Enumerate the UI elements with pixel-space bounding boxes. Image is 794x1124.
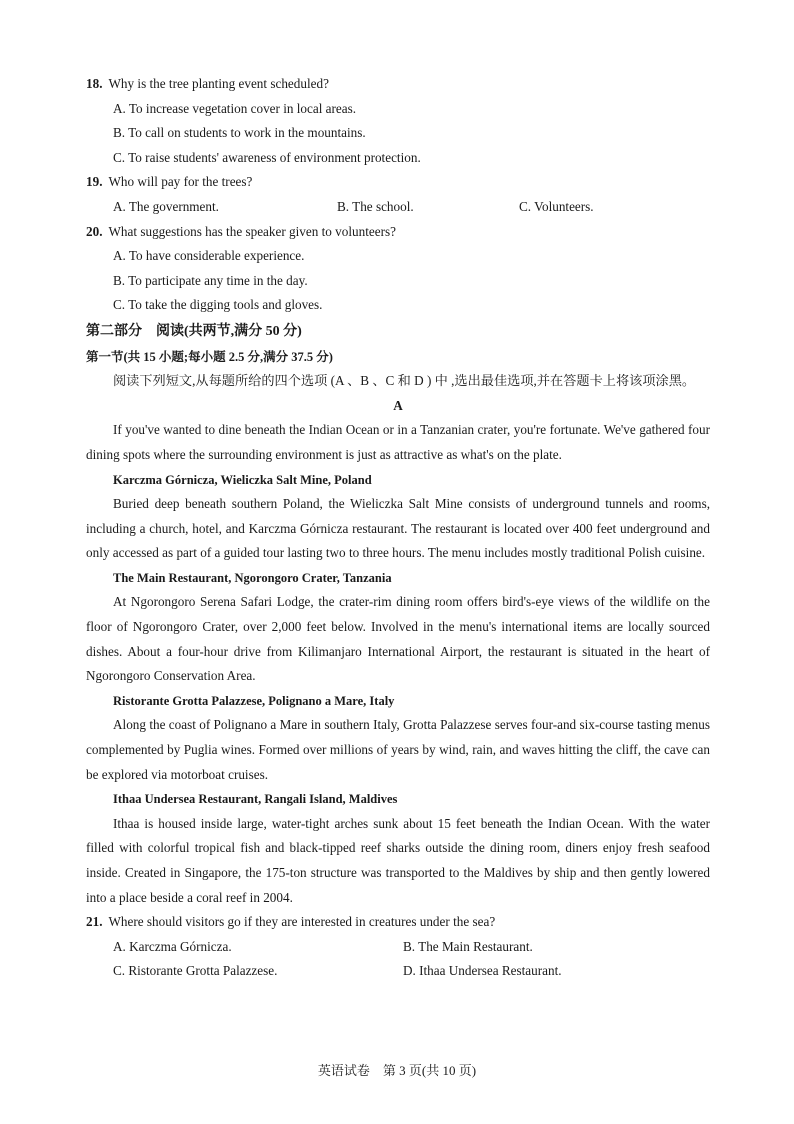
section1-title: 第一节(共 15 小题;每小题 2.5 分,满分 37.5 分) (86, 349, 333, 364)
option-20-c: C. To take the digging tools and gloves. (113, 297, 323, 313)
option-20-b: B. To participate any time in the day. (113, 272, 308, 288)
option-21-d: D. Ithaa Undersea Restaurant. (403, 963, 562, 979)
options-19 (86, 195, 710, 220)
question-18 (86, 72, 710, 97)
option-19-a: A. The government. (113, 198, 219, 214)
spot-heading-3: Ristorante Grotta Palazzese, Polignano a Mare, Italy (113, 693, 395, 708)
question-text: What suggestions has the speaker given to volunteers? (108, 223, 396, 239)
exam-page (86, 72, 710, 984)
options-21-row2 (86, 959, 710, 984)
option-19-b: B. The school. (337, 198, 414, 214)
spot-body-4: Ithaa is housed inside large, water-tight arches sunk about 15 feet beneath the Indian Ocean. With the water filled with colorful tropical fish and black-tipped reef sharks outside the dining room, diners enjoy fresh seafood inside. Created in Singapore, the 175-ton structure was transported to the Maldives by ship and then gently lowered into a place beside a coral reef in 2004. (86, 815, 710, 905)
question-21 (86, 910, 710, 935)
option-21-b: B. The Main Restaurant. (403, 938, 533, 954)
question-number: 19. (86, 174, 103, 190)
passage-intro: If you've wanted to dine beneath the Indian Ocean or in a Tanzanian crater, you're fortunate. We've gathered four dining spots where the surrounding environment is just as attractive as what's on the plate. (86, 422, 710, 462)
option-18-b: B. To call on students to work in the mountains. (113, 125, 366, 141)
spot-heading-4: Ithaa Undersea Restaurant, Rangali Island, Maldives (113, 792, 398, 807)
options-21-row1 (86, 935, 710, 960)
question-number: 20. (86, 223, 103, 239)
passage-label: A (393, 397, 403, 413)
question-20 (86, 220, 710, 245)
option-20-a: A. To have considerable experience. (113, 248, 305, 264)
option-21-a: A. Karczma Górnicza. (113, 938, 232, 954)
spot-body-1: Buried deep beneath southern Poland, the Wieliczka Salt Mine consists of underground tunnels and rooms, including a church, hotel, and Karczma Górnicza restaurant. The restaurant is located over 400 feet underground and only accessed as part of a guided tour lasting two to three hours. The menu includes mostly traditional Polish cuisine. (86, 496, 710, 561)
page-footer: 英语试卷 第 3 页(共 10 页) (317, 1063, 477, 1078)
spot-body-2: At Ngorongoro Serena Safari Lodge, the crater-rim dining room offers bird's-eye views of the wildlife on the floor of Ngorongoro Crater, over 2,000 feet below. Involved in the menu's international items are locally sourced dishes. About a four-hour drive from Kilimanjaro International Airport, the restaurant is situated in the heart of Ngorongoro Conservation Area. (86, 594, 710, 684)
question-text: Where should visitors go if they are interested in creatures under the sea? (108, 914, 496, 930)
option-18-c: C. To raise students' awareness of environment protection. (113, 149, 421, 165)
question-19 (86, 170, 710, 195)
option-18-a: A. To increase vegetation cover in local areas. (113, 100, 357, 116)
option-21-c: C. Ristorante Grotta Palazzese. (113, 963, 278, 979)
option-19-c: C. Volunteers. (519, 198, 594, 214)
spot-body-3: Along the coast of Polignano a Mare in southern Italy, Grotta Palazzese serves four-and six-course tasting menus complemented by Puglia wines. Formed over millions of years by wind, rain, and waves hitting the cliff, the cave can be explored via motorboat cruises. (86, 717, 710, 782)
spot-heading-1: Karczma Górnicza, Wieliczka Salt Mine, Poland (113, 472, 372, 487)
question-text: Why is the tree planting event scheduled? (108, 76, 329, 91)
part2-title: 第二部分 阅读(共两节,满分 50 分) (86, 323, 302, 339)
question-text: Who will pay for the trees? (108, 174, 253, 190)
spot-heading-2: The Main Restaurant, Ngorongoro Crater, Tanzania (113, 570, 392, 585)
instruction: 阅读下列短文,从每题所给的四个选项 (A 、B 、C 和 D ) 中 ,选出最佳选项,并在答题卡上将该项涂黑。 (113, 373, 696, 389)
question-number: 21. (86, 914, 103, 930)
question-number: 18. (86, 76, 103, 91)
